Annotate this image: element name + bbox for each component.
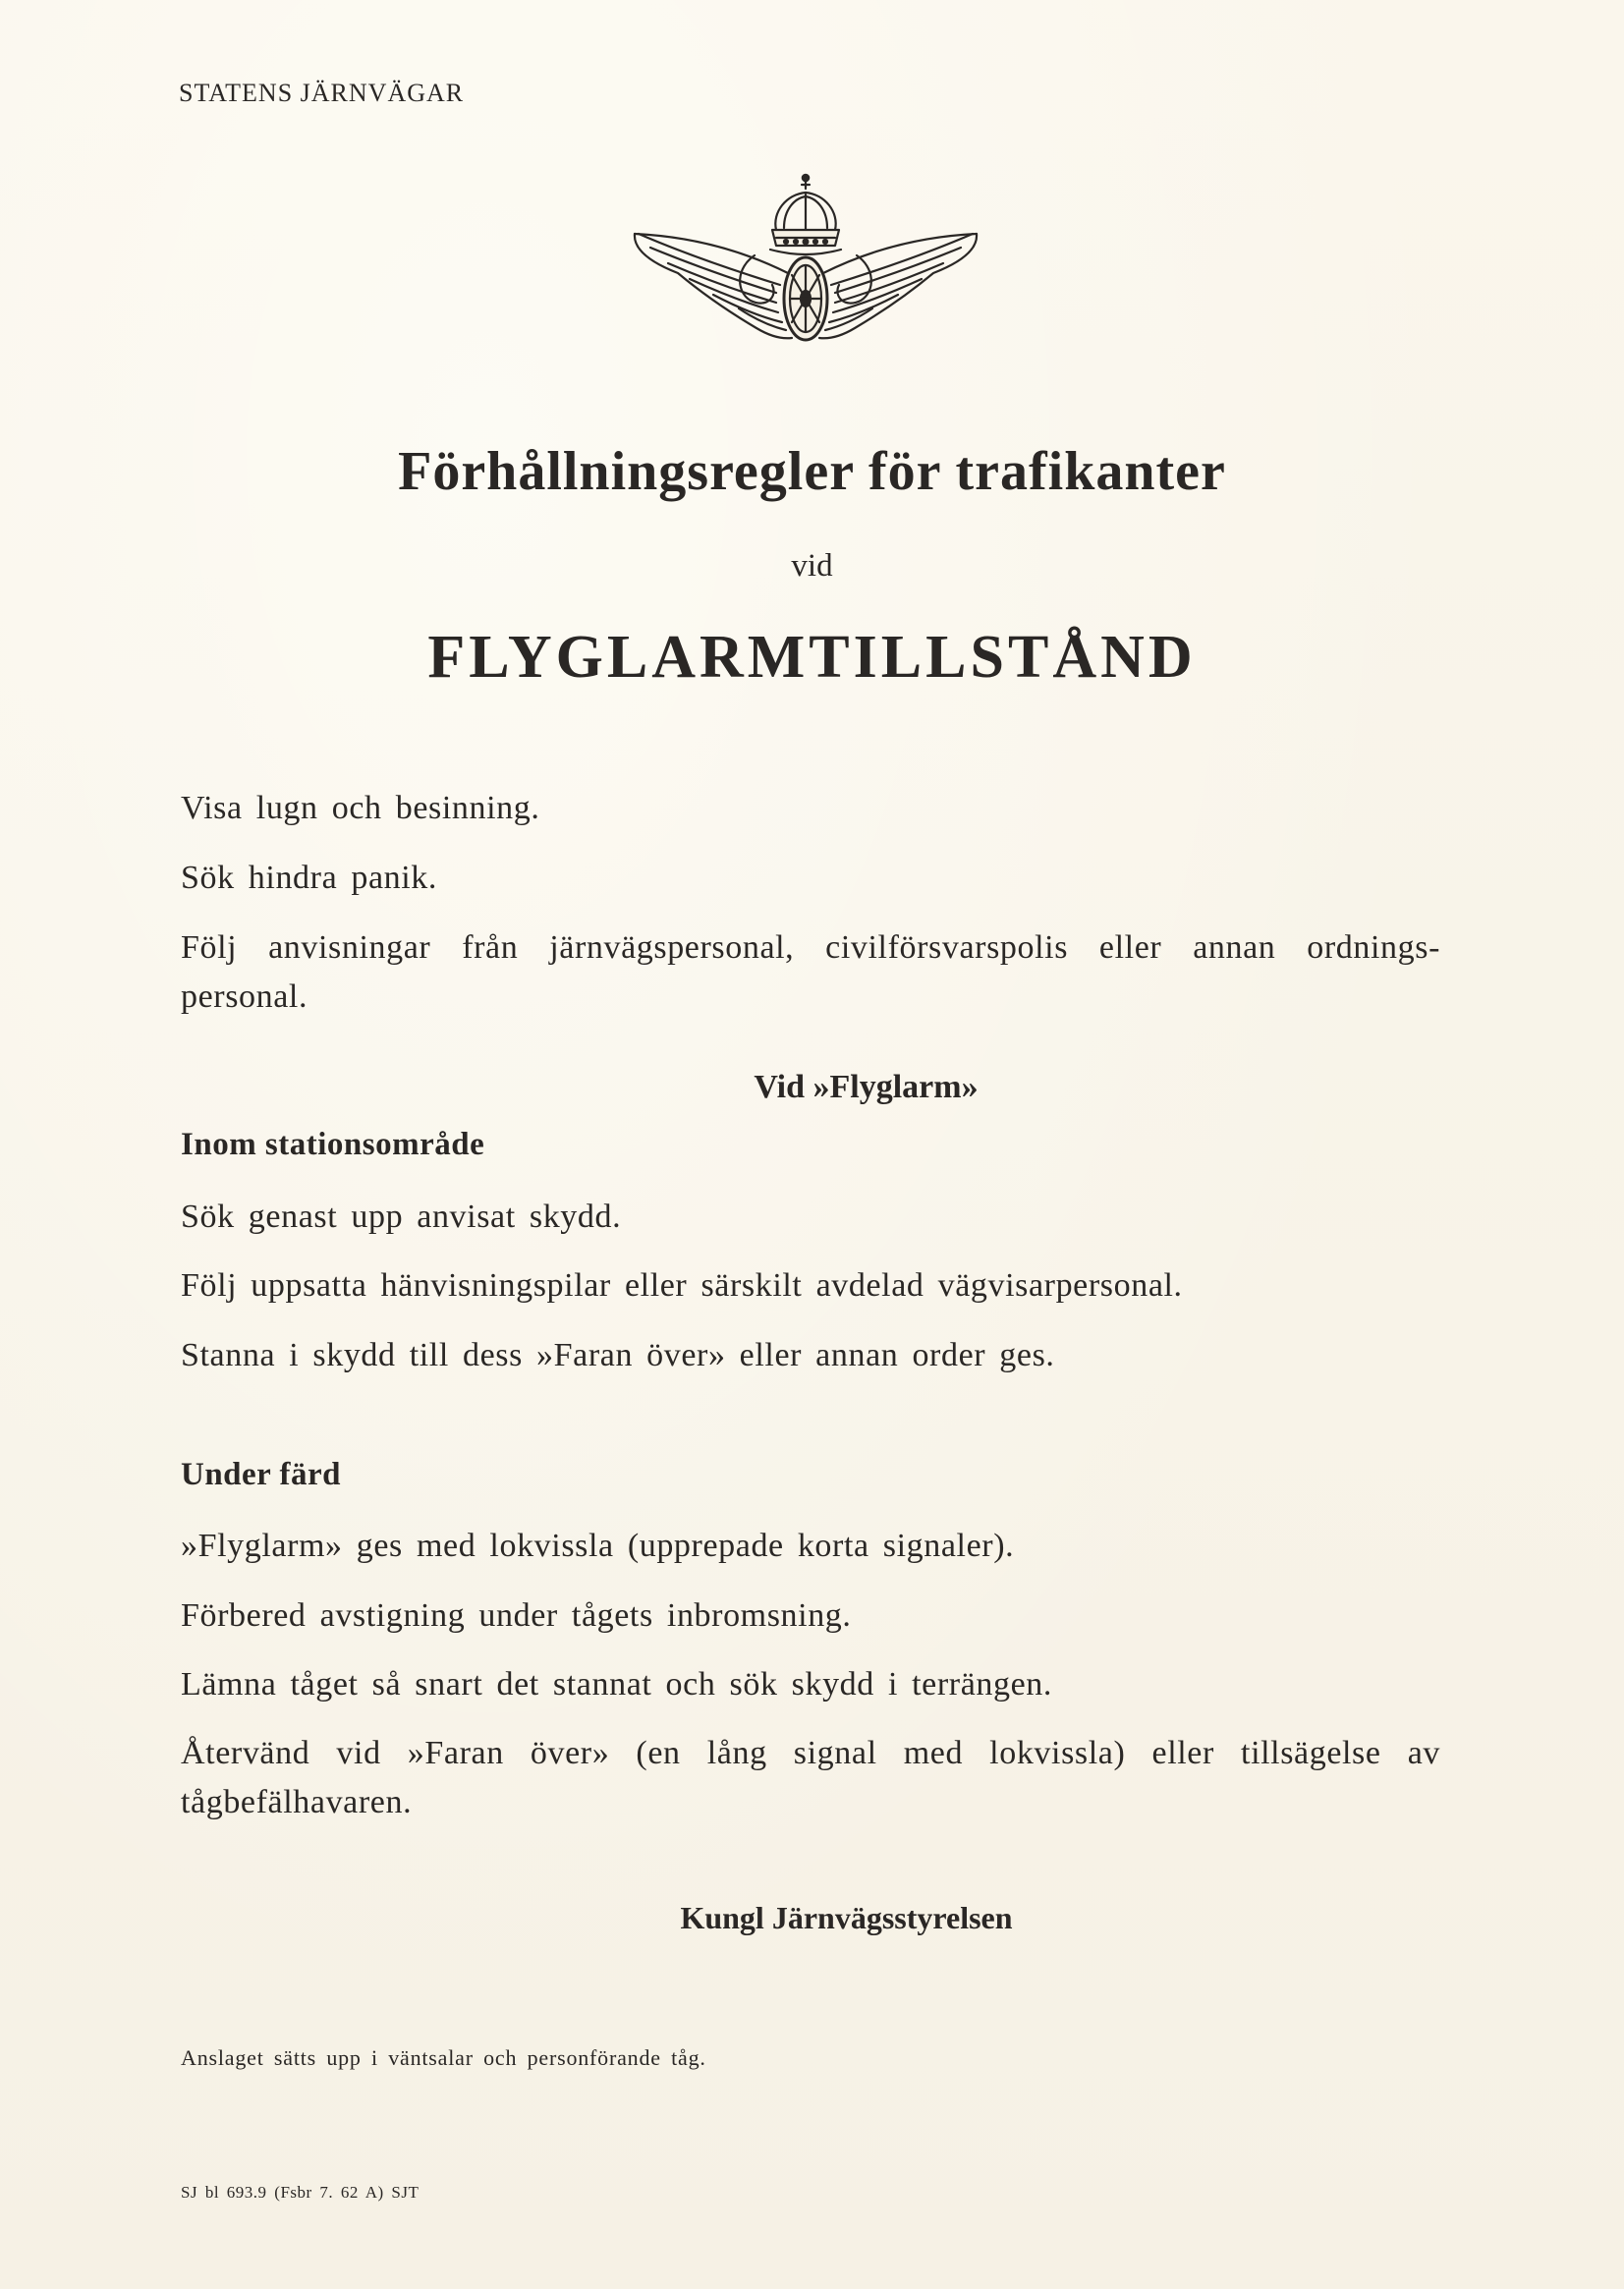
signature: Kungl Järnvägsstyrelsen: [680, 1900, 1013, 1935]
general-line-1: Visa lugn och besinning.: [181, 790, 540, 826]
general-line-2: Sök hindra panik.: [181, 860, 438, 896]
travel-heading: Under färd: [181, 1457, 341, 1492]
general-line-3: Följ anvisningar från järnvägspersonal, civilförsvarspolis eller annan ordnings-personal.: [181, 929, 1440, 1015]
organization-name: STATENS JÄRNVÄGAR: [179, 79, 465, 107]
title-connector: vid: [791, 548, 833, 584]
travel-line-1: »Flyglarm» ges med lokvissla (upprepade korta signaler).: [181, 1528, 1015, 1564]
station-line-3: Stanna i skydd till dess »Faran över» eller annan order ges.: [181, 1337, 1055, 1373]
station-heading: Inom stationsområde: [181, 1127, 485, 1162]
travel-line-2: Förbered avstigning under tågets inbromsning.: [181, 1597, 852, 1634]
travel-line-4: Återvänd vid »Faran över» (en lång signal med lokvissla) eller tillsägelse av tågbefälhavaren.: [181, 1735, 1440, 1820]
winged-wheel-crown-icon: [629, 165, 982, 348]
notice-title: Förhållningsregler för trafikanter: [398, 441, 1226, 502]
station-line-1: Sök genast upp anvisat skydd.: [181, 1199, 622, 1235]
alarm-section-title: Vid »Flyglarm»: [754, 1069, 979, 1105]
station-line-2: Följ uppsatta hänvisningspilar eller särskilt avdelad vägvisarpersonal.: [181, 1267, 1183, 1304]
notice-headline: FLYGLARMTILLSTÅND: [427, 624, 1197, 691]
form-code: SJ bl 693.9 (Fsbr 7. 62 A) SJT: [181, 2183, 420, 2202]
posting-footnote: Anslaget sätts upp i väntsalar och personförande tåg.: [181, 2045, 706, 2070]
travel-line-3: Lämna tåget så snart det stannat och sök skydd i terrängen.: [181, 1666, 1052, 1703]
